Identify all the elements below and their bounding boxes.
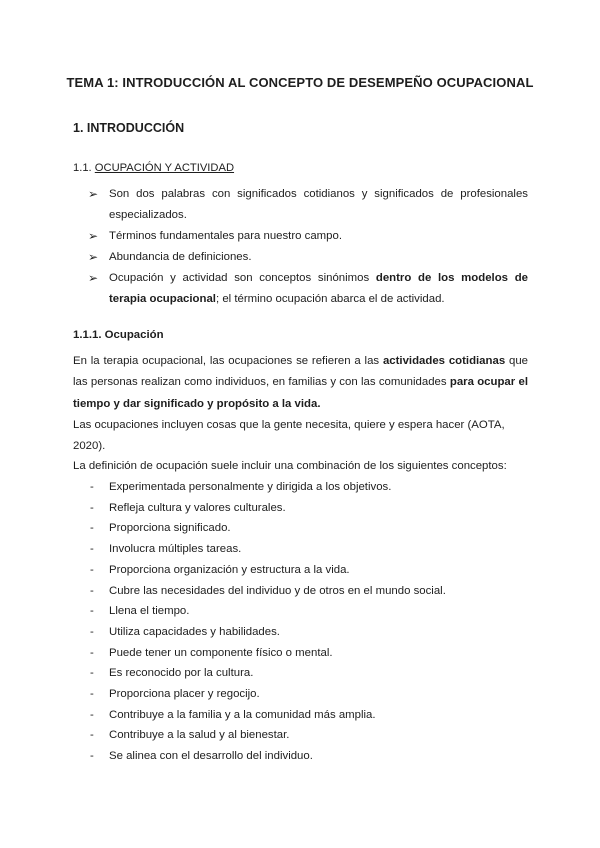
dash-bullet-icon: - [90, 646, 94, 659]
list-item-text: Refleja cultura y valores culturales. [109, 501, 286, 514]
list-item-text: Utiliza capacidades y habilidades. [109, 625, 280, 638]
list-item-text: Se alinea con el desarrollo del individuo. [109, 750, 313, 763]
dash-bullet-icon: - [90, 501, 94, 514]
dash-bullet-icon: - [90, 729, 94, 742]
list-item [73, 518, 446, 539]
list-item-text: Proporciona organización y estructura a la vida. [109, 563, 350, 576]
list-item [73, 663, 446, 684]
list-item [73, 622, 446, 643]
list-item-text: Proporciona significado. [109, 522, 231, 535]
dash-bullet-icon: - [90, 750, 94, 763]
dash-bullet-icon: - [90, 543, 94, 556]
arrow-bullet-list [73, 184, 528, 310]
list-item [73, 601, 446, 622]
dash-bullet-icon: - [90, 708, 94, 721]
list-item-text-pre: Ocupación y actividad son conceptos sinónimos [109, 272, 376, 284]
list-item-text: Experimentada personalmente y dirigida a los objetivos. [109, 481, 392, 493]
list-item-text-bold: dentro de los modelos de terapia ocupacional [109, 272, 528, 305]
list-item-text: Son dos palabras con significados cotidianos y significados de profesionales especializados. [109, 188, 528, 221]
list-item [73, 684, 446, 705]
paragraph-bold-text: para ocupar el tiempo y dar significado y propósito a la vida. [73, 376, 528, 410]
list-item-text: Contribuye a la salud y al bienestar. [109, 729, 290, 742]
subsection-number: 1.1. [73, 162, 95, 174]
dash-bullet-icon: - [90, 688, 94, 701]
paragraph-text: que las personas realizan como individuos, en familias y con las comunidades [73, 355, 528, 389]
list-item [73, 705, 446, 726]
section-heading-introduccion: 1. INTRODUCCIÓN [73, 121, 185, 135]
list-item [73, 268, 528, 310]
list-item-text: Llena el tiempo. [109, 605, 190, 618]
list-item [73, 226, 528, 247]
list-item [73, 539, 446, 560]
concepts-dash-list [73, 477, 446, 767]
paragraph-text: En la terapia ocupacional, las ocupaciones se refieren a las [73, 355, 383, 367]
subsection-heading-ocupacion-actividad [73, 162, 234, 174]
document-title: TEMA 1: INTRODUCCIÓN AL CONCEPTO DE DESEMPEÑO OCUPACIONAL [66, 75, 534, 90]
list-item [73, 498, 446, 519]
list-item-text: Cubre las necesidades del individuo y de otros en el mundo social. [109, 584, 446, 597]
list-item-text: Abundancia de definiciones. [109, 251, 252, 263]
list-item-text: Involucra múltiples tareas. [109, 543, 242, 556]
list-item [73, 477, 446, 498]
paragraph-bold-text: actividades cotidianas [382, 355, 506, 367]
subsubsection-heading-ocupacion: 1.1.1. Ocupación [73, 329, 164, 341]
dash-bullet-icon: - [90, 667, 94, 680]
list-item-text: Proporciona placer y regocijo. [109, 688, 260, 701]
arrow-bullet-icon: ➢ [88, 271, 99, 285]
paragraph-aota: Las ocupaciones incluyen cosas que la gente necesita, quiere y espera hacer (AOTA, 2020). [73, 419, 505, 452]
list-item [73, 247, 528, 268]
list-item [73, 746, 446, 767]
concepts-intro: La definición de ocupación suele incluir una combinación de los siguientes conceptos: [73, 460, 507, 472]
arrow-bullet-icon: ➢ [88, 250, 99, 264]
dash-bullet-icon: - [90, 481, 94, 493]
subsection-label: OCUPACIÓN Y ACTIVIDAD [94, 162, 235, 174]
list-item-text: Puede tener un componente físico o mental. [109, 646, 333, 659]
list-item-text: Contribuye a la familia y a la comunidad más amplia. [109, 708, 376, 721]
dash-bullet-icon: - [90, 625, 94, 638]
list-item [73, 725, 446, 746]
list-item [73, 581, 446, 602]
list-item [73, 184, 528, 226]
list-item-text: Términos fundamentales para nuestro campo. [109, 230, 342, 242]
paragraph-definition [73, 351, 528, 415]
dash-bullet-icon: - [90, 584, 94, 597]
dash-bullet-icon: - [90, 605, 94, 618]
arrow-bullet-icon: ➢ [88, 229, 99, 243]
list-item [73, 643, 446, 664]
arrow-bullet-icon: ➢ [88, 187, 99, 201]
list-item [73, 560, 446, 581]
list-item-text-post: ; el término ocupación abarca el de actividad. [215, 293, 445, 305]
list-item-text: Es reconocido por la cultura. [109, 667, 254, 680]
dash-bullet-icon: - [90, 563, 94, 576]
dash-bullet-icon: - [90, 522, 94, 535]
